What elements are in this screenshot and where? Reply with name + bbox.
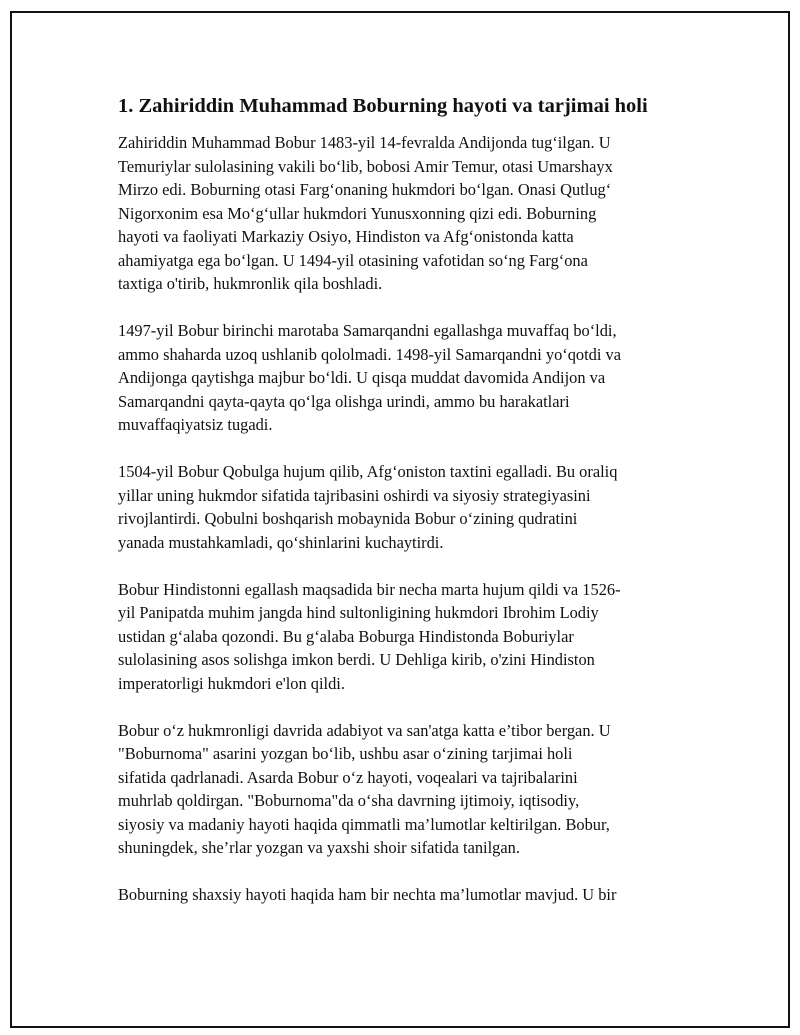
text-line: yil Panipatda muhim jangda hind sultonligining hukmdori Ibrohim Lodiy — [118, 603, 599, 622]
text-line: Zahiriddin Muhammad Bobur 1483-yil 14-fevralda Andijonda tug‘ilgan. U — [118, 133, 611, 152]
text-line: 1497-yil Bobur birinchi marotaba Samarqandni egallashga muvaffaq bo‘ldi, — [118, 321, 617, 340]
text-line: imperatorligi hukmdori e'lon qildi. — [118, 673, 345, 693]
paragraph-4 — [118, 578, 688, 696]
text-line: Boburning shaxsiy hayoti haqida ham bir nechta ma’lumotlar mavjud. U bir — [118, 885, 617, 904]
text-line: siyosiy va madaniy hayoti haqida qimmatli ma’lumotlar keltirilgan. Bobur, — [118, 814, 610, 834]
text-line: ammo shaharda uzoq ushlanib qololmadi. 1498-yil Samarqandni yo‘qotdi va — [118, 344, 622, 364]
text-line: 1504-yil Bobur Qobulga hujum qilib, Afg‘oniston taxtini egalladi. Bu oraliq — [118, 462, 618, 481]
text-line: hayoti va faoliyati Markaziy Osiyo, Hindiston va Afg‘onistonda katta — [118, 227, 574, 246]
paragraph-3 — [118, 460, 688, 554]
text-line: shuningdek, she’rlar yozgan va yaxshi shoir sifatida tanilgan. — [118, 838, 520, 857]
text-line: muvaffaqiyatsiz tugadi. — [118, 415, 273, 434]
text-line: "Boburnoma" asarini yozgan bo‘lib, ushbu asar o‘zining tarjimai holi — [118, 744, 573, 763]
text-line: muhrlab qoldirgan. "Boburnoma"da o‘sha davrning ijtimoiy, iqtisodiy, — [118, 791, 580, 810]
text-line: Andijonga qaytishga majbur bo‘ldi. U qisqa muddat davomida Andijon va — [118, 368, 606, 387]
text-line: Nigorxonim esa Mo‘g‘ullar hukmdori Yunusxonning qizi edi. Boburning — [118, 203, 597, 223]
paragraph-2 — [118, 319, 688, 437]
text-line: sulolasining asos solishga imkon berdi. U Dehliga kirib, o'zini Hindiston — [118, 650, 595, 669]
text-line: Mirzo edi. Boburning otasi Farg‘onaning hukmdori bo‘lgan. Onasi Qutlug‘ — [118, 180, 612, 199]
paragraph-1 — [118, 131, 688, 296]
text-line: sifatida qadrlanadi. Asarda Bobur o‘z hayoti, voqealari va tajribalarini — [118, 767, 578, 787]
text-line: rivojlantirdi. Qobulni boshqarish mobaynida Bobur o‘zining qudratini — [118, 509, 578, 528]
text-line: Bobur Hindistonni egallash maqsadida bir necha marta hujum qildi va 1526- — [118, 579, 621, 599]
text-line: Samarqandni qayta-qayta qo‘lga olishga urindi, ammo bu harakatlari — [118, 391, 570, 411]
text-line: taxtiga o'tirib, hukmronlik qila boshladi. — [118, 274, 383, 293]
document-body — [118, 92, 688, 930]
text-line: yillar uning hukmdor sifatida tajribasini oshirdi va siyosiy strategiyasini — [118, 485, 591, 505]
paragraph-6 — [118, 883, 688, 907]
paragraph-5 — [118, 719, 688, 860]
section-heading: 1. Zahiriddin Muhammad Boburning hayoti va tarjimai holi — [118, 95, 648, 117]
text-line: ustidan g‘alaba qozondi. Bu g‘alaba Boburga Hindistonda Boburiylar — [118, 626, 574, 646]
text-line: yanada mustahkamladi, qo‘shinlarini kuchaytirdi. — [118, 532, 444, 552]
text-line: Bobur o‘z hukmronligi davrida adabiyot va san'atga katta e’tibor bergan. U — [118, 720, 611, 740]
text-line: ahamiyatga ega bo‘lgan. U 1494-yil otasining vafotidan so‘ng Farg‘ona — [118, 250, 588, 270]
text-line: Temuriylar sulolasining vakili bo‘lib, bobosi Amir Temur, otasi Umarshayx — [118, 156, 613, 176]
